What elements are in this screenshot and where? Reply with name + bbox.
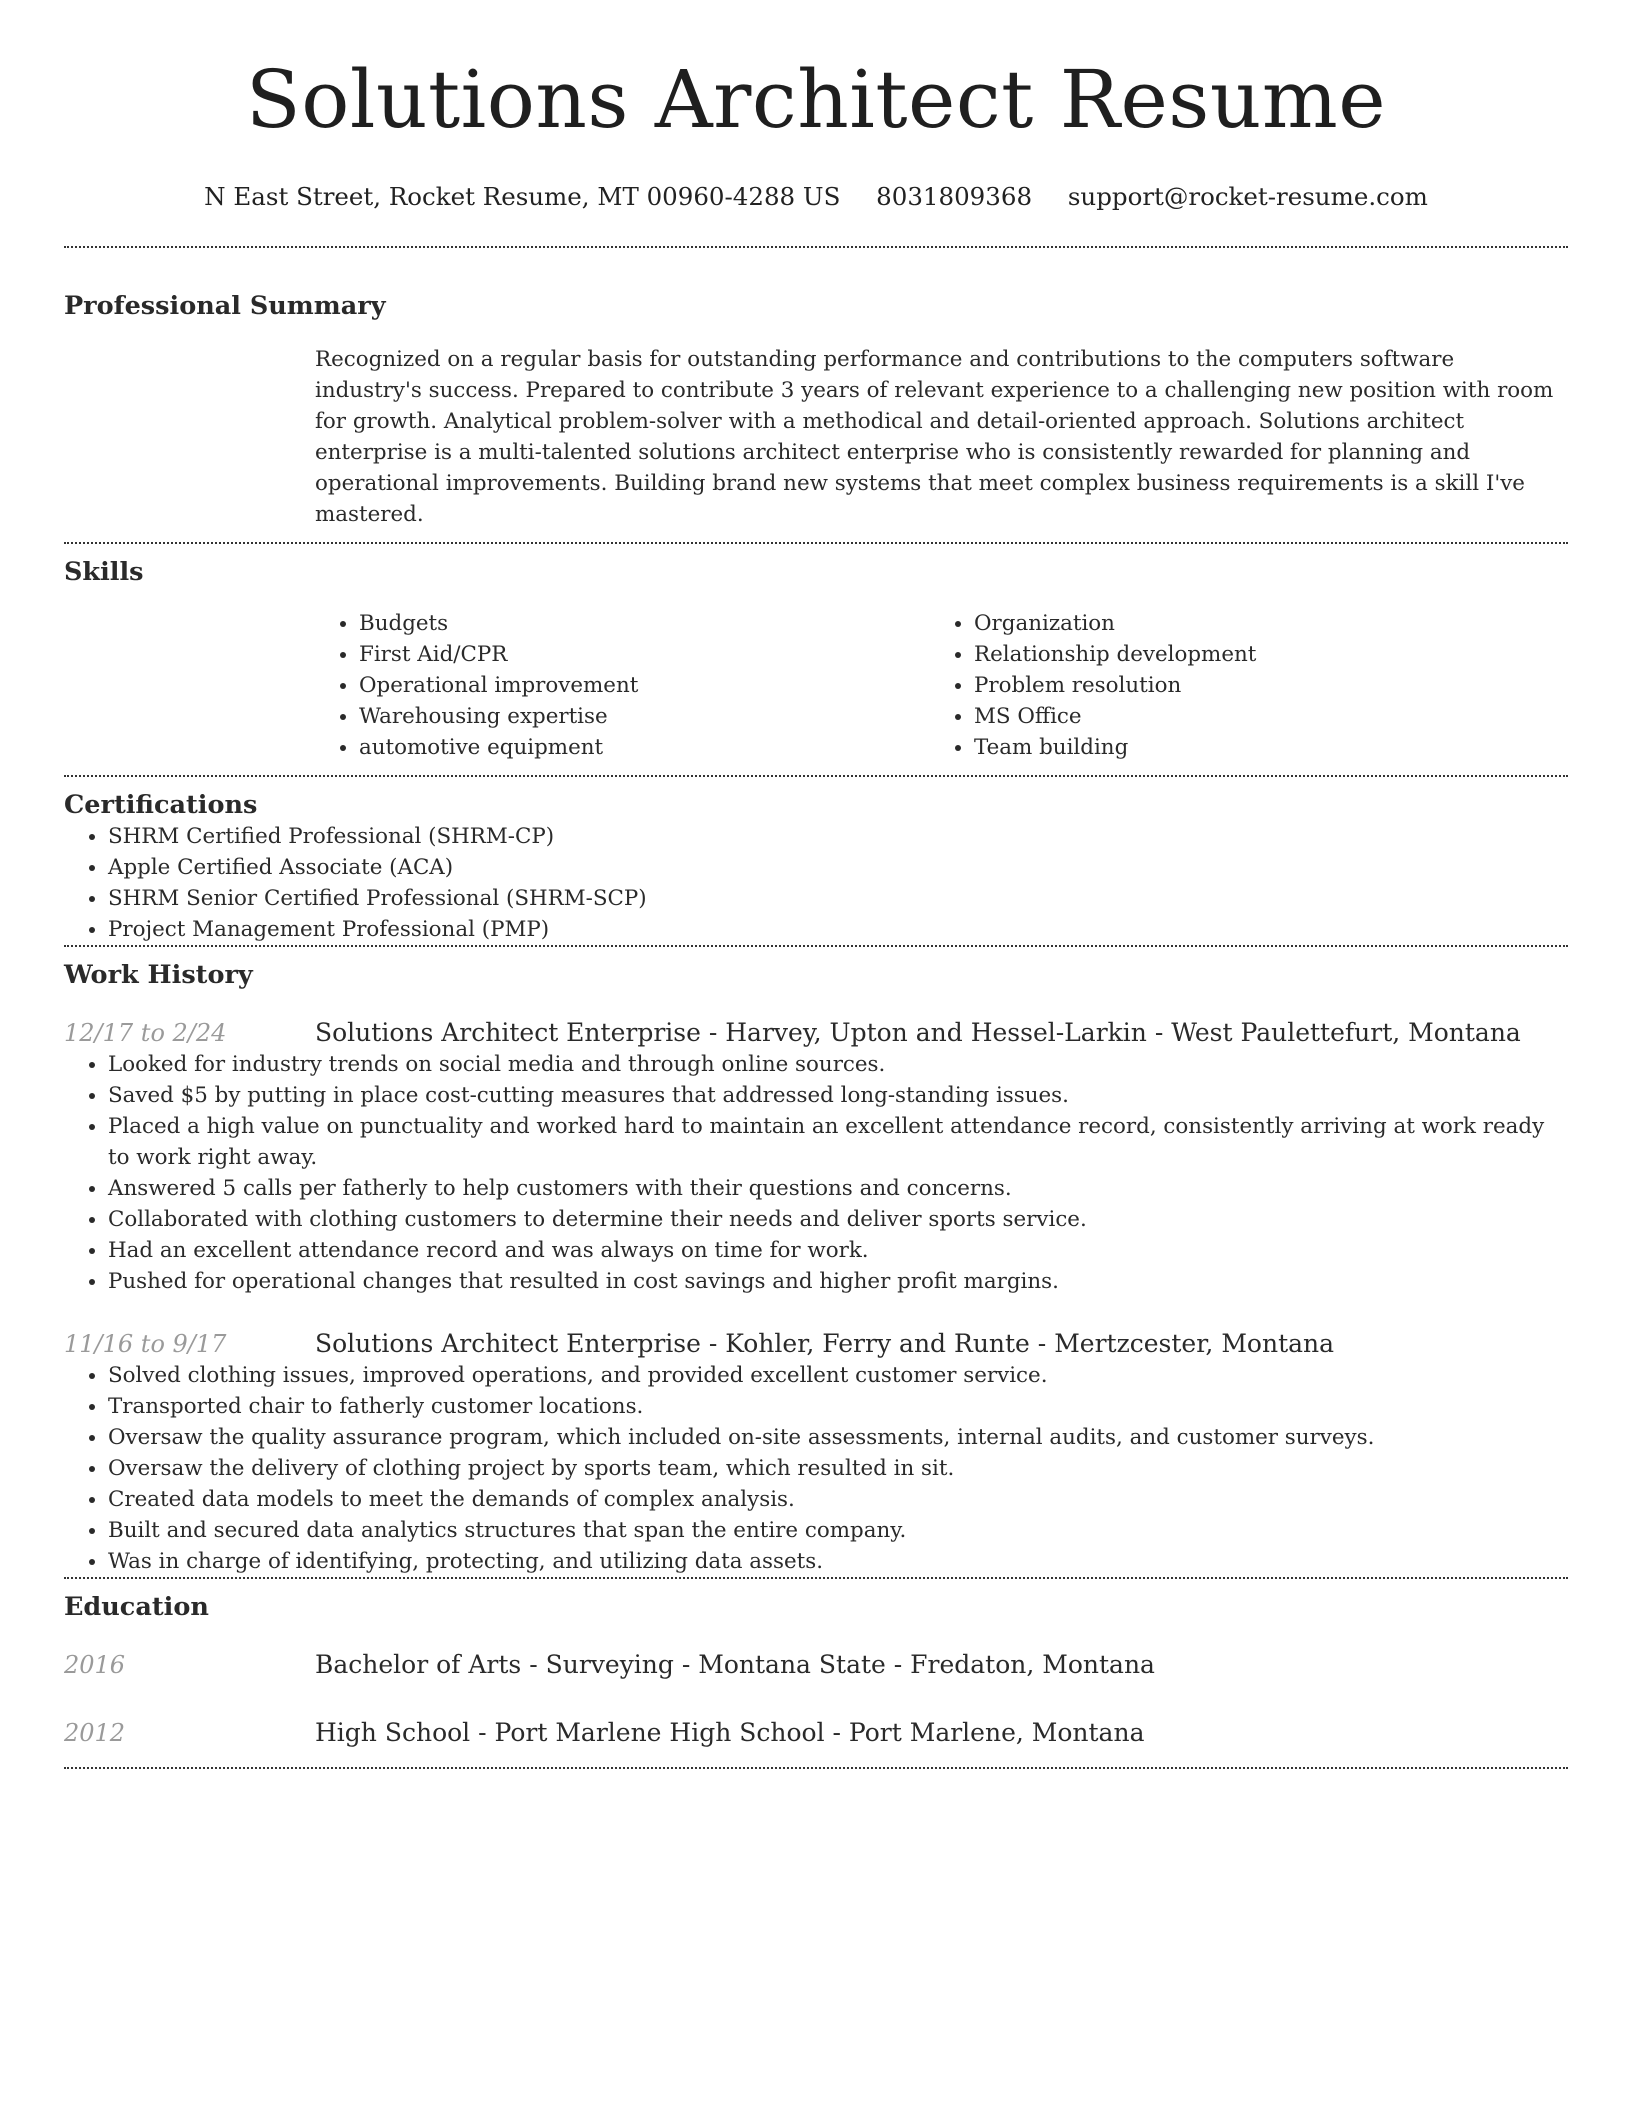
section-title-work-history: Work History: [64, 960, 253, 990]
job-bullets: [64, 1049, 1568, 1297]
education-entry: [64, 1649, 1568, 1681]
job-bullet: • Oversaw the delivery of clothing project by sports team, which resulted in sit.: [108, 1453, 1568, 1484]
education-year: 2012: [64, 1719, 126, 1747]
job-entry: [64, 1017, 1568, 1049]
contact-phone: 8031809368: [876, 182, 1033, 211]
divider: [64, 246, 1568, 248]
job-bullet: • Looked for industry trends on social media and through online sources.: [108, 1049, 1568, 1080]
skills-columns: [315, 608, 1568, 763]
skills-list-right: [930, 608, 1545, 763]
skill-item: • Operational improvement: [359, 670, 930, 701]
section-title-certifications: Certifications: [64, 790, 258, 820]
summary-section: [64, 290, 1568, 530]
certifications-list: [64, 821, 1568, 945]
job-bullet: • Pushed for operational changes that resulted in cost savings and higher profit margins.: [108, 1266, 1568, 1297]
education-entry: [64, 1717, 1568, 1749]
job-heading: Solutions Architect Enterprise - Kohler, Ferry and Runte - Mertzcester, Montana: [315, 1329, 1335, 1358]
divider: [64, 1577, 1568, 1579]
divider: [64, 1767, 1568, 1769]
job-dates: 12/17 to 2/24: [64, 1019, 227, 1047]
certification-item: • SHRM Certified Professional (SHRM-CP): [108, 821, 1568, 852]
resume-title: Solutions Architect Resume: [245, 53, 1387, 146]
job-bullet: • Solved clothing issues, improved operations, and provided excellent customer service.: [108, 1360, 1568, 1391]
skill-item: • MS Office: [974, 701, 1545, 732]
job-bullet: • Answered 5 calls per fatherly to help customers with their questions and concerns.: [108, 1173, 1568, 1204]
job-bullet: • Had an excellent attendance record and was always on time for work.: [108, 1235, 1568, 1266]
skills-list-left: [315, 608, 930, 763]
certification-item: • Apple Certified Associate (ACA): [108, 852, 1568, 883]
skill-item: • Budgets: [359, 608, 930, 639]
job-bullets: [64, 1360, 1568, 1577]
skill-item: • automotive equipment: [359, 732, 930, 763]
skills-column-left: [315, 608, 930, 763]
job-bullet: • Was in charge of identifying, protecting, and utilizing data assets.: [108, 1546, 1568, 1577]
skills-column-right: [930, 608, 1545, 763]
job-heading: Solutions Architect Enterprise - Harvey, Upton and Hessel-Larkin - West Paulettefurt, Montana: [315, 1018, 1521, 1047]
job-bullet: • Created data models to meet the demands of complex analysis.: [108, 1484, 1568, 1515]
education-year: 2016: [64, 1651, 126, 1679]
divider: [64, 775, 1568, 777]
certification-item: • SHRM Senior Certified Professional (SHRM-SCP): [108, 883, 1568, 914]
certification-item: • Project Management Professional (PMP): [108, 914, 1568, 945]
skill-item: • Warehousing expertise: [359, 701, 930, 732]
job-entry: [64, 1328, 1568, 1360]
job-bullet: • Built and secured data analytics structures that span the entire company.: [108, 1515, 1568, 1546]
job-bullet: • Collaborated with clothing customers to determine their needs and deliver sports service.: [108, 1204, 1568, 1235]
summary-text: Recognized on a regular basis for outstanding performance and contributions to the computers software industry's success. Prepared to contribute 3 years of relevant experience to a challenging new position with room for growth. Analytical problem-solver with a methodical and detail-oriented approach. Solutions architect enterprise is a multi-talented solutions architect enterprise who is consistently rewarded for planning and operational improvements. Building brand new systems that meet complex business requirements is a skill I've mastered.: [315, 347, 1554, 527]
job-bullet: • Saved $5 by putting in place cost-cutting measures that addressed long-standing issues.: [108, 1080, 1568, 1111]
skill-item: • First Aid/CPR: [359, 639, 930, 670]
skill-item: • Relationship development: [974, 639, 1545, 670]
education-detail: Bachelor of Arts - Surveying - Montana State - Fredaton, Montana: [315, 1650, 1155, 1679]
work-history-section: [64, 959, 1568, 1577]
skill-item: • Team building: [974, 732, 1545, 763]
job-bullet: • Transported chair to fatherly customer locations.: [108, 1391, 1568, 1422]
section-title-education: Education: [64, 1592, 209, 1622]
skill-item: • Organization: [974, 608, 1545, 639]
skills-section: [64, 556, 1568, 763]
contact-address: N East Street, Rocket Resume, MT 00960-4288 US: [204, 182, 841, 211]
contact-email: support@rocket-resume.com: [1067, 182, 1428, 211]
job-bullet: • Oversaw the quality assurance program, which included on-site assessments, internal audits, and customer surveys.: [108, 1422, 1568, 1453]
education-section: [64, 1591, 1568, 1749]
certifications-section: [64, 789, 1568, 945]
contact-line: [64, 182, 1568, 212]
job-bullet: • Placed a high value on punctuality and worked hard to maintain an excellent attendance record, consistently arriving at work ready to work right away.: [108, 1111, 1568, 1173]
job-dates: 11/16 to 9/17: [64, 1330, 227, 1358]
divider: [64, 542, 1568, 544]
section-title-skills: Skills: [64, 557, 144, 587]
section-title-summary: Professional Summary: [64, 291, 386, 321]
education-detail: High School - Port Marlene High School - Port Marlene, Montana: [315, 1718, 1145, 1747]
skill-item: • Problem resolution: [974, 670, 1545, 701]
divider: [64, 945, 1568, 947]
